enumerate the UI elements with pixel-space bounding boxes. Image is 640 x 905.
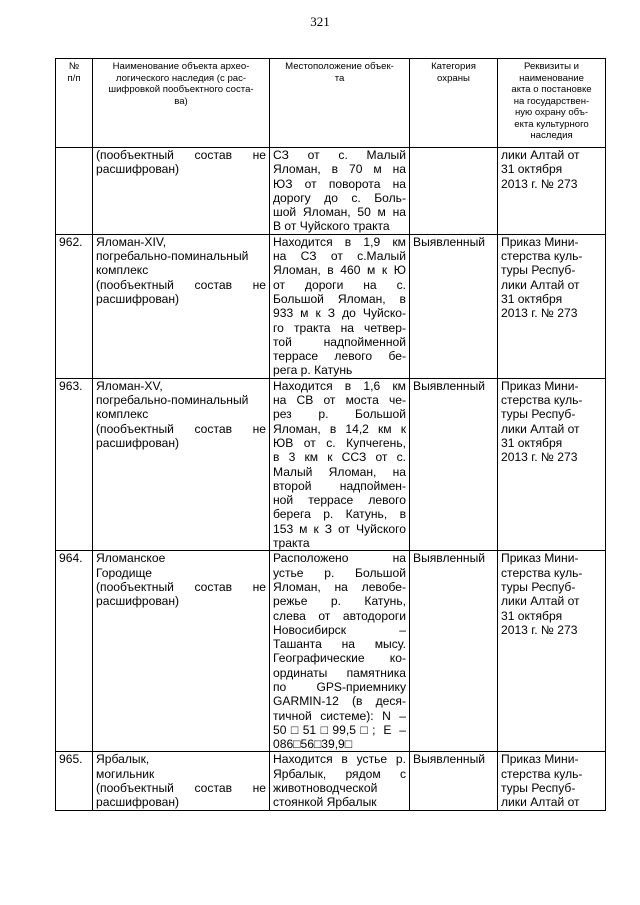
cell-line: 2013 г. № 273 xyxy=(501,622,578,637)
table-row xyxy=(56,378,606,551)
cell-line: Ташанта на мысу. xyxy=(273,637,406,652)
cell-line: Яломанское xyxy=(96,551,166,566)
cell-line: стерства куль- xyxy=(501,393,583,408)
cell-line: в 3 км к ССЗ от с. xyxy=(273,450,406,465)
cell-line: ную охрану объ- xyxy=(514,107,589,118)
cell-line: 2013 г. № 273 xyxy=(501,450,578,465)
cell-line: Приказ Мини- xyxy=(501,378,579,393)
cell-line: могильник xyxy=(96,766,155,781)
cell-line: расшифрован) xyxy=(96,162,180,177)
object-name-cell xyxy=(93,752,270,810)
cell-line: СЗ от с. Малый xyxy=(273,148,406,162)
cell-line: террасе левого бе- xyxy=(273,349,406,364)
protection-category-cell: Выявленный xyxy=(410,551,498,752)
cell-line: тичной системе): N – xyxy=(273,708,406,723)
cell-line: погребально-поминальный xyxy=(96,393,249,408)
cell-line: стоянкой Ярбалык xyxy=(273,795,377,810)
cell-line: стерства куль- xyxy=(501,565,583,580)
cell-line: 153 м к З от Чуйского xyxy=(273,521,406,536)
cell-line: Расположено на xyxy=(273,551,406,566)
cell-line: тракта xyxy=(273,536,310,551)
cell-line: Находится в устье р. xyxy=(273,752,406,767)
cell-line: на СВ от моста че- xyxy=(273,393,406,408)
cell-line: на государствен- xyxy=(513,95,590,107)
cell-line: берега р. Катунь, в xyxy=(273,507,406,522)
header-location xyxy=(270,59,410,148)
cell-line: акта о постановке xyxy=(511,84,592,95)
row-number: 963. xyxy=(56,378,93,551)
location-cell xyxy=(270,752,410,810)
cell-line: Приказ Мини- xyxy=(501,551,579,566)
cell-line: ЮЗ от поворота на xyxy=(273,176,406,191)
cell-line: Наименование объекта архео- xyxy=(112,61,250,72)
cell-line: № xyxy=(68,61,80,72)
cell-line: Приказ Мини- xyxy=(501,752,579,767)
cell-line: комплекс xyxy=(96,407,149,422)
cell-line: 31 октября xyxy=(501,435,563,450)
cell-line: ва) xyxy=(174,95,188,107)
cell-line: рез р. Большой xyxy=(273,407,406,422)
cell-line: 2013 г. № 273 xyxy=(501,176,578,191)
cell-line: на СЗ от с.Малый xyxy=(273,249,406,264)
cell-line: погребально-поминальный xyxy=(96,249,249,264)
cell-line: стерства куль- xyxy=(501,766,583,781)
cell-line: ординаты памятника xyxy=(273,665,406,680)
cell-line: 086□56□39,9□ xyxy=(273,737,353,752)
location-cell xyxy=(270,148,410,235)
cell-line: Реквизиты и xyxy=(523,61,580,72)
cell-line: Яломан, в 70 м на xyxy=(273,162,406,177)
cell-line: туры Респуб- xyxy=(501,407,576,422)
cell-line: Ярбалык, xyxy=(96,752,150,767)
cell-line: Городище xyxy=(96,565,153,580)
table-header-row xyxy=(56,59,606,148)
cell-line: наследия xyxy=(530,130,573,141)
cell-line: (пообъектный состав не xyxy=(96,579,266,594)
table-row xyxy=(56,752,606,810)
cell-line: Географические ко- xyxy=(273,651,406,666)
cell-line: устье р. Большой xyxy=(273,565,406,580)
cell-line: Яломан-XV, xyxy=(96,378,163,393)
cell-line: Ярбалык, рядом с xyxy=(273,766,406,781)
protection-category-cell: Выявленный xyxy=(410,378,498,551)
cell-line: (пообъектный состав не xyxy=(96,781,266,796)
cell-line: шой Яломан, 50 м на xyxy=(273,205,406,220)
cell-line: Малый Яломан, на xyxy=(273,464,406,479)
cell-line: 50□51□99,5□; Е – xyxy=(273,722,406,737)
row-number: 965. xyxy=(56,752,93,810)
requisites-cell xyxy=(498,752,606,810)
cell-line: туры Респуб- xyxy=(501,263,576,278)
cell-line: лики Алтай от xyxy=(501,148,580,162)
cell-line: Находится в 1,9 км xyxy=(273,234,406,249)
cell-line: Яломан, в 14,2 км к xyxy=(273,421,406,436)
cell-line: GARMIN-12 (в деся- xyxy=(273,694,406,709)
cell-line: (пообъектный состав не xyxy=(96,277,266,292)
cell-line: Находится в 1,6 км xyxy=(273,378,406,393)
cell-line: 31 октября xyxy=(501,162,563,177)
cell-line: Новосибирск – xyxy=(273,622,406,637)
cell-line: лики Алтай от xyxy=(501,594,580,609)
cell-line: Большой Яломан, в xyxy=(273,291,406,306)
cell-line: 2013 г. № 273 xyxy=(501,306,578,321)
cell-line: логического наследия (с рас- xyxy=(115,72,247,84)
cell-line: 31 октября xyxy=(501,291,563,306)
object-name-cell xyxy=(93,234,270,378)
protection-category-cell: Выявленный xyxy=(410,234,498,378)
requisites-cell xyxy=(498,551,606,752)
table-row xyxy=(56,234,606,378)
object-name-cell xyxy=(93,148,270,235)
header-number xyxy=(56,59,93,148)
cell-line: Местоположение объек- xyxy=(285,61,394,72)
cell-line: туры Респуб- xyxy=(501,579,576,594)
cell-line: дорогу до с. Боль- xyxy=(273,190,406,205)
cell-line: ной террасе левого xyxy=(273,493,406,508)
cell-line: стерства куль- xyxy=(501,249,583,264)
table-row xyxy=(56,148,606,235)
page-number: 321 xyxy=(310,14,330,29)
cell-line: (пообъектный состав не xyxy=(96,148,266,162)
cell-line: екта культурного xyxy=(514,118,589,130)
cell-line: лики Алтай от xyxy=(501,795,580,810)
cell-line: (пообъектный состав не xyxy=(96,421,266,436)
location-cell xyxy=(270,378,410,551)
cell-line: Приказ Мини- xyxy=(501,234,579,249)
cell-line: 933 м к З до Чуйско- xyxy=(273,306,406,321)
row-number xyxy=(56,148,93,235)
header-requisites xyxy=(498,59,606,148)
location-cell xyxy=(270,234,410,378)
cell-line: животноводческой xyxy=(273,781,378,796)
row-number: 962. xyxy=(56,234,93,378)
cell-line: та xyxy=(334,72,345,84)
cell-line: расшифрован) xyxy=(96,435,180,450)
cell-line: расшифрован) xyxy=(96,795,180,810)
requisites-cell xyxy=(498,148,606,235)
row-number: 964. xyxy=(56,551,93,752)
cell-line: режье р. Катунь, xyxy=(273,594,406,609)
cell-line: лики Алтай от xyxy=(501,277,580,292)
cell-line: комплекс xyxy=(96,263,149,278)
cell-line: той надпойменной xyxy=(273,334,406,349)
cell-line: рега р. Катунь xyxy=(273,363,353,378)
cell-line: Яломан, в 460 м к Ю xyxy=(273,263,406,278)
header-object-name xyxy=(93,59,270,148)
location-cell xyxy=(270,551,410,752)
cell-line: Яломан, на левобе- xyxy=(273,579,406,594)
cell-line: го тракта на четвер- xyxy=(273,320,406,335)
cell-line: расшифрован) xyxy=(96,594,180,609)
requisites-cell xyxy=(498,378,606,551)
cell-line: расшифрован) xyxy=(96,291,180,306)
cell-line: по GPS-приемнику xyxy=(273,679,406,694)
cell-line: от дороги на с. xyxy=(273,277,406,292)
cell-line: Яломан-XIV, xyxy=(96,234,167,249)
cell-line: лики Алтай от xyxy=(501,421,580,436)
requisites-cell xyxy=(498,234,606,378)
cell-line: В от Чуйского тракта xyxy=(273,219,390,234)
table-row xyxy=(56,551,606,752)
cell-line: ЮВ от с. Купчегень, xyxy=(273,435,406,450)
cell-line: 31 октября xyxy=(501,608,563,623)
cell-line: туры Респуб- xyxy=(501,781,576,796)
cell-line: Категория xyxy=(431,61,476,72)
cell-line: наименование xyxy=(519,72,584,84)
header-category xyxy=(410,59,498,148)
object-name-cell xyxy=(93,378,270,551)
heritage-registry-table xyxy=(55,58,606,811)
cell-line: шифровкой пообъектного соста- xyxy=(108,84,254,95)
cell-line: охраны xyxy=(437,72,470,84)
object-name-cell xyxy=(93,551,270,752)
cell-line: второй надпоймен- xyxy=(273,478,406,493)
cell-line: п/п xyxy=(67,72,81,84)
protection-category-cell xyxy=(410,148,498,235)
protection-category-cell: Выявленный xyxy=(410,752,498,810)
cell-line: слева от автодороги xyxy=(273,608,406,623)
